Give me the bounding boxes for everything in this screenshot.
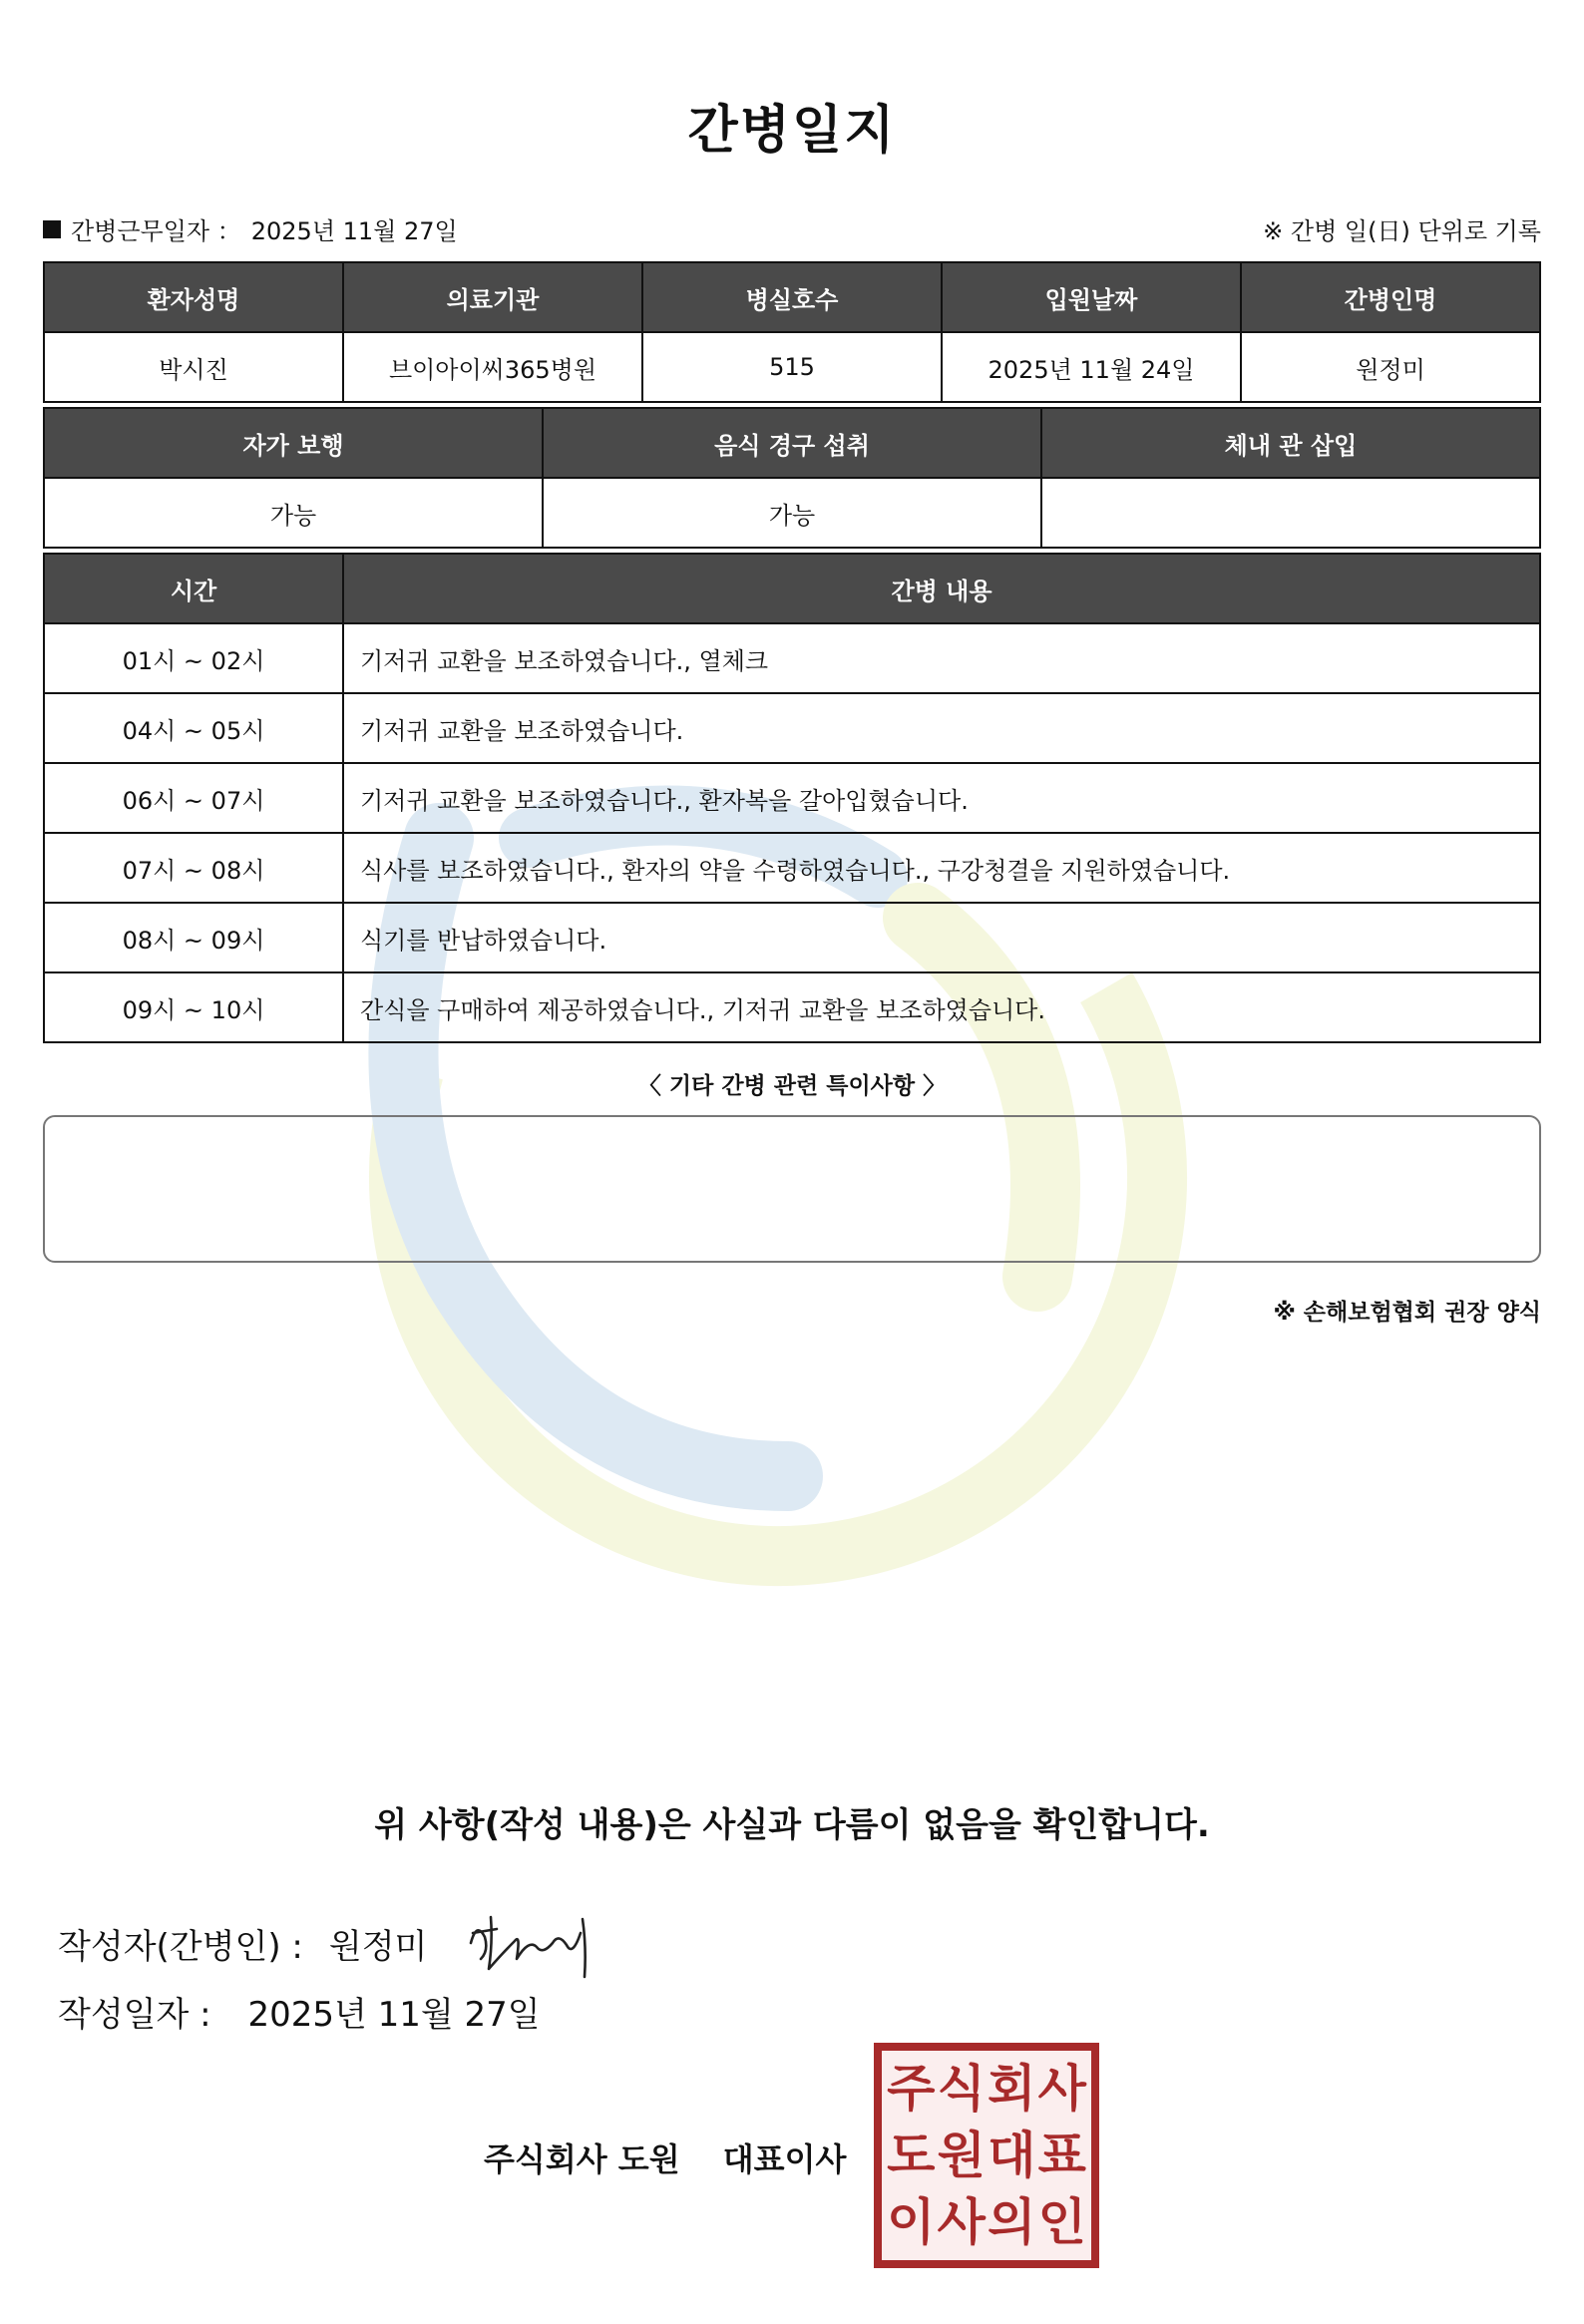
header-oral-intake: 음식 경구 섭취 <box>543 408 1041 478</box>
hospital: 브이아이씨365병원 <box>343 332 642 402</box>
log-time: 07시 ~ 08시 <box>44 833 343 903</box>
patient-status-table <box>43 407 1541 549</box>
seal-char: 식 <box>937 2059 986 2118</box>
log-time: 06시 ~ 07시 <box>44 763 343 833</box>
written-date-label: 작성일자 : <box>58 1995 211 2035</box>
seal-char: 사 <box>937 2193 986 2252</box>
written-date-row <box>58 1987 541 2036</box>
header-room-number: 병실호수 <box>642 262 942 332</box>
oral-intake: 가능 <box>543 478 1041 548</box>
seal-char: 의 <box>988 2193 1036 2252</box>
table-row <box>44 972 1540 1042</box>
seal-char: 주 <box>887 2059 936 2118</box>
remarks-label: 〈 기타 간병 관련 특이사항 〉 <box>637 1073 947 1099</box>
form-source-note: ※ 손해보험협회 권장 양식 <box>1273 1300 1541 1326</box>
remarks-box <box>43 1115 1541 1263</box>
seal-char: 사 <box>1037 2059 1086 2118</box>
log-content: 기저귀 교환을 보조하였습니다., 환자복을 갈아입혔습니다. <box>343 763 1540 833</box>
log-content: 기저귀 교환을 보조하였습니다., 열체크 <box>343 623 1540 693</box>
header-caregiver-name: 간병인명 <box>1241 262 1540 332</box>
writer-label: 작성자(간병인) : <box>58 1926 303 1967</box>
seal-char: 원 <box>937 2126 986 2184</box>
patient-info-table <box>43 261 1541 403</box>
header-patient-name: 환자성명 <box>44 262 343 332</box>
company-signature-line <box>484 2134 846 2180</box>
log-content: 식기를 반납하였습니다. <box>343 903 1540 972</box>
log-time: 08시 ~ 09시 <box>44 903 343 972</box>
seal-char: 회 <box>988 2059 1036 2118</box>
writer-name: 원정미 <box>328 1926 428 1967</box>
seal-char: 대 <box>988 2126 1036 2184</box>
room-number: 515 <box>642 332 942 402</box>
seal-char: 도 <box>887 2126 936 2184</box>
log-time: 09시 ~ 10시 <box>44 972 343 1042</box>
company-name: 주식회사 도원 <box>484 2140 680 2178</box>
self-walking: 가능 <box>44 478 543 548</box>
header-hospital: 의료기관 <box>343 262 642 332</box>
tube-insertion <box>1041 478 1540 548</box>
care-log-table <box>43 553 1541 1043</box>
seal-grid <box>886 2055 1087 2256</box>
company-seal-stamp <box>874 2043 1099 2268</box>
table-row <box>44 763 1540 833</box>
writer-row <box>58 1903 602 1983</box>
written-date-value: 2025년 11월 27일 <box>247 1995 541 2035</box>
header-admission-date: 입원날짜 <box>942 262 1241 332</box>
table-row <box>44 478 1540 548</box>
work-date-label: 간병근무일자 ： <box>71 217 241 245</box>
table-row <box>44 903 1540 972</box>
log-content: 기저귀 교환을 보조하였습니다. <box>343 693 1540 763</box>
header-care-content: 간병 내용 <box>343 554 1540 623</box>
seal-char: 표 <box>1037 2126 1086 2184</box>
confirmation-statement: 위 사항(작성 내용)은 사실과 다름이 없음을 확인합니다. <box>374 1805 1210 1845</box>
table-row <box>44 693 1540 763</box>
table-row <box>44 833 1540 903</box>
ceo-label: 대표이사 <box>722 2140 847 2178</box>
work-date-value: 2025년 11월 27일 <box>250 217 458 245</box>
table-header-row <box>44 262 1540 332</box>
seal-char: 인 <box>1037 2193 1086 2252</box>
table-header-row <box>44 408 1540 478</box>
header-time: 시간 <box>44 554 343 623</box>
table-header-row <box>44 554 1540 623</box>
log-content: 간식을 구매하여 제공하였습니다., 기저귀 교환을 보조하였습니다. <box>343 972 1540 1042</box>
table-row <box>44 332 1540 402</box>
log-time: 04시 ~ 05시 <box>44 693 343 763</box>
patient-name: 박시진 <box>44 332 343 402</box>
table-row <box>44 623 1540 693</box>
black-square-icon <box>43 220 61 238</box>
work-date-info <box>43 211 458 246</box>
seal-char: 이 <box>887 2193 936 2252</box>
record-unit-note: ※ 간병 일(日) 단위로 기록 <box>1263 217 1541 245</box>
handwritten-signature <box>463 1903 602 1983</box>
header-tube-insertion: 체내 관 삽입 <box>1041 408 1540 478</box>
caregiver-name: 원정미 <box>1241 332 1540 402</box>
log-time: 01시 ~ 02시 <box>44 623 343 693</box>
header-self-walking: 자가 보행 <box>44 408 543 478</box>
admission-date: 2025년 11월 24일 <box>942 332 1241 402</box>
info-row <box>43 211 1541 247</box>
log-content: 식사를 보조하였습니다., 환자의 약을 수령하였습니다., 구강청결을 지원하였습니다. <box>343 833 1540 903</box>
page-title: 간병일지 <box>687 101 897 161</box>
